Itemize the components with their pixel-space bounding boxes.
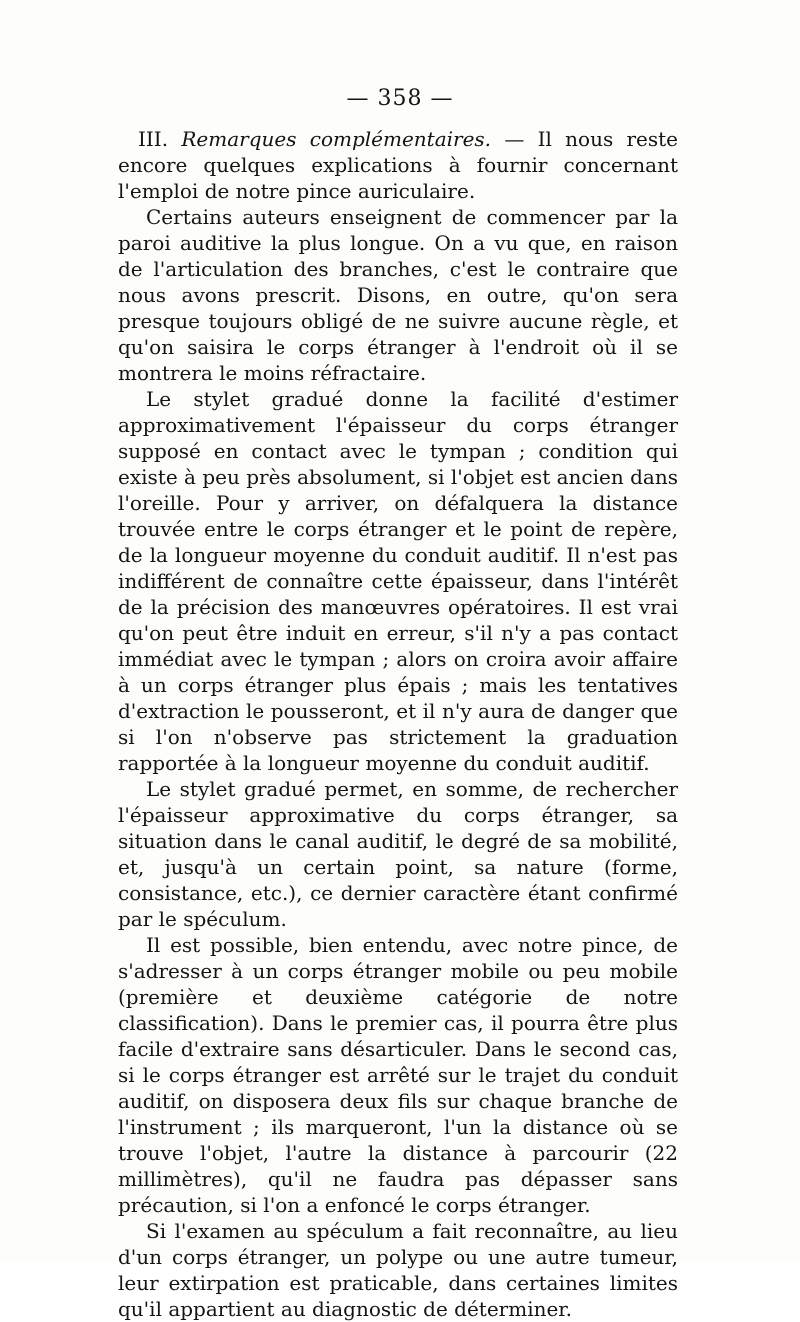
- paragraph: Le stylet gradué permet, en somme, de rechercher l'épaisseur approximative du corps étranger, sa situation dans le canal auditif, le degré de sa mobilité, et, jusqu'à un certain point, sa nature (forme, consistance, etc.), ce dernier caractère étant confirmé par le spéculum.: [118, 777, 678, 931]
- paragraph: Le stylet gradué donne la facilité d'estimer approximativement l'épaisseur du corps étranger supposé en contact avec le tympan ; condition qui existe à peu près absolument, si l'objet est ancien dans l'oreille. Pour y arriver, on défalquera la distance trouvée entre le corps étranger et le point de repère, de la longueur moyenne du conduit auditif. Il n'est pas indifférent de connaître cette épaisseur, dans l'intérêt de la précision des manœuvres opératoires. Il est vrai qu'on peut être induit en erreur, s'il n'y a pas contact immédiat avec le tympan ; alors on croira avoir affaire à un corps étranger plus épais ; mais les tentatives d'extraction le pousseront, et il n'y aura de danger que si l'on n'observe pas strictement la graduation rapportée à la longueur moyenne du conduit auditif.: [118, 387, 678, 775]
- body-text: [118, 126, 678, 1322]
- section-number: III.: [138, 127, 169, 151]
- paragraph: Certains auteurs enseignent de commencer par la paroi auditive la plus longue. On a vu que, en raison de l'articulation des branches, c'est le contraire que nous avons prescrit. Disons, en outre, qu'on sera presque toujours obligé de ne suivre aucune règle, et qu'on saisira le corps étranger à l'endroit où il se montrera le moins réfractaire.: [118, 205, 678, 385]
- section-intro: — Il nous reste encore quelques explications à fournir concernant l'emploi de notre pince auriculaire.: [118, 127, 679, 203]
- paragraph: Si l'examen au spéculum a fait reconnaître, au lieu d'un corps étranger, un polype ou une autre tumeur, leur extirpation est praticable, dans certaines limites qu'il appartient au diagnostic de déterminer.: [118, 1219, 678, 1321]
- section-opening-paragraph: [118, 126, 678, 204]
- page-number: — 358 —: [346, 86, 454, 111]
- section-title: Remarques complémentaires.: [181, 127, 492, 151]
- paragraph: Il est possible, bien entendu, avec notre pince, de s'adresser à un corps étranger mobile ou peu mobile (première et deuxième catégorie de notre classification). Dans le premier cas, il pourra être plus facile d'extraire sans désarticuler. Dans le second cas, si le corps étranger est arrêté sur le trajet du conduit auditif, on disposera deux fils sur chaque branche de l'instrument ; ils marqueront, l'un la distance où se trouve l'objet, l'autre la distance à parcourir (22 millimètres), qu'il ne faudra pas dépasser sans précaution, si l'on a enfoncé le corps étranger.: [118, 933, 678, 1217]
